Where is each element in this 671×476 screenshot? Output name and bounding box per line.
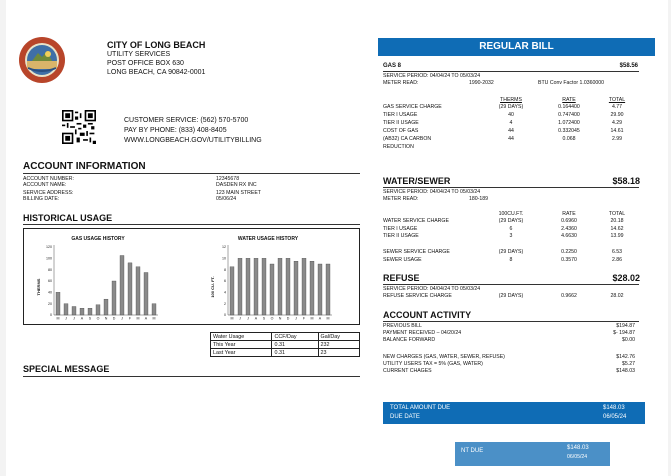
water-bar bbox=[230, 267, 234, 315]
gas-ytick-label: 20 bbox=[48, 301, 52, 306]
activity-row bbox=[383, 368, 639, 375]
line-item bbox=[383, 112, 639, 120]
usage-cell: 23 bbox=[318, 349, 360, 357]
refuse-section-amount: $28.02 bbox=[612, 273, 640, 283]
line-desc: TIER II USAGE bbox=[383, 233, 419, 239]
refuse-service-period: SERVICE PERIOD: 04/04/24 TO 05/03/24 bbox=[383, 286, 481, 292]
usage-cell: Last Year bbox=[211, 349, 272, 357]
gas-bar bbox=[112, 281, 116, 315]
water-bar bbox=[238, 258, 242, 315]
line-total: 13.99 bbox=[610, 233, 624, 239]
activity-row bbox=[383, 330, 639, 337]
usage-cell: 232 bbox=[318, 341, 360, 349]
gas-meter-value: 1990-2032 bbox=[469, 80, 494, 86]
line-total: 2.86 bbox=[611, 256, 623, 263]
line-total: 29.90 bbox=[610, 112, 624, 118]
usage-header-cell: Water Usage bbox=[211, 333, 272, 341]
po-box: POST OFFICE BOX 630 bbox=[107, 60, 184, 67]
water-xtick-label: O bbox=[270, 316, 274, 321]
water-usage-table bbox=[210, 332, 360, 357]
gas-xtick-label: N bbox=[104, 316, 108, 321]
refuse-line bbox=[383, 293, 639, 300]
customer-service-phone[interactable]: CUSTOMER SERVICE: (562) 570-5700 bbox=[124, 117, 249, 124]
water-usage-chart bbox=[202, 231, 358, 323]
line-total: 14.62 bbox=[610, 225, 624, 232]
line-item bbox=[383, 257, 639, 265]
water-ytick-label: 2 bbox=[224, 301, 226, 306]
activity-value: $194.87 bbox=[616, 323, 635, 329]
water-xtick-label: M bbox=[310, 316, 314, 321]
water-ytick-label: 8 bbox=[224, 267, 226, 272]
gas-section-label: GAS 8 bbox=[383, 63, 402, 69]
gas-ytick-label: 0 bbox=[50, 313, 52, 318]
water-bar bbox=[262, 258, 266, 315]
water-bar bbox=[246, 258, 250, 315]
special-message-heading: SPECIAL MESSAGE bbox=[23, 364, 110, 374]
line-item bbox=[383, 136, 639, 144]
bill-page bbox=[6, 0, 668, 476]
line-desc: TIER I USAGE bbox=[383, 112, 418, 118]
activity-desc: PREVIOUS BILL bbox=[383, 323, 422, 329]
line-rate: 0.6960 bbox=[561, 218, 577, 224]
stub-value: $148.03 bbox=[567, 445, 589, 451]
line-item bbox=[383, 144, 639, 152]
payment-stub bbox=[455, 442, 610, 466]
water-xtick-label: A bbox=[318, 316, 322, 321]
gas-xtick-label: F bbox=[128, 316, 132, 321]
billing-date-label: BILLING DATE: bbox=[23, 196, 60, 202]
water-ytick-label: 6 bbox=[224, 279, 226, 284]
usage-table-header bbox=[211, 333, 360, 341]
line-total: 4.29 bbox=[611, 120, 623, 126]
gas-xtick-label: M bbox=[136, 316, 140, 321]
water-meter-value: 180-189 bbox=[469, 196, 489, 202]
account-activity-label: ACCOUNT ACTIVITY bbox=[383, 310, 472, 320]
gas-col-therms: THERMS bbox=[500, 97, 522, 103]
line-desc: COST OF GAS bbox=[383, 128, 419, 134]
activity-row bbox=[383, 337, 639, 344]
activity-value: $- 194.87 bbox=[613, 330, 635, 336]
line-desc: (AB32) CA CARBON bbox=[383, 136, 432, 142]
gas-bar bbox=[88, 308, 92, 315]
line-desc: GAS SERVICE CHARGE bbox=[383, 104, 442, 110]
line-desc: TIER I USAGE bbox=[383, 225, 418, 232]
gas-section-amount: $58.56 bbox=[619, 63, 638, 69]
water-bar bbox=[326, 264, 330, 315]
qr-code-icon[interactable] bbox=[62, 110, 96, 144]
line-item bbox=[383, 104, 639, 112]
usage-cell: 0.31 bbox=[272, 341, 318, 349]
water-xtick-label: F bbox=[302, 316, 306, 321]
water-col-rate: RATE bbox=[562, 211, 576, 217]
line-item bbox=[383, 233, 639, 241]
line-rate: 0.068 bbox=[562, 136, 576, 142]
activity-value: $148.03 bbox=[616, 368, 635, 374]
gas-xtick-label: M bbox=[56, 316, 60, 321]
water-xtick-label: J bbox=[295, 316, 297, 321]
water-ytick-label: 0 bbox=[224, 313, 226, 318]
service-address-value: 123 MAIN STREET bbox=[216, 190, 261, 196]
line-desc: SEWER SERVICE CHARGE bbox=[383, 249, 450, 255]
gas-chart-title: GAS USAGE HISTORY bbox=[71, 236, 125, 242]
water-bar bbox=[278, 258, 282, 315]
gas-ytick-label: 40 bbox=[48, 290, 52, 295]
stub-date: 06/05/24 bbox=[567, 454, 588, 460]
pay-by-phone[interactable]: PAY BY PHONE: (833) 408-8405 bbox=[124, 127, 227, 134]
billing-date-value: 05/06/24 bbox=[216, 196, 237, 202]
gas-col-rate: RATE bbox=[562, 97, 576, 103]
water-ytick-label: 12 bbox=[222, 245, 226, 250]
table-row bbox=[211, 349, 360, 357]
activity-row bbox=[383, 361, 639, 368]
refuse-section-label: REFUSE bbox=[383, 273, 420, 283]
water-section-label: WATER/SEWER bbox=[383, 176, 451, 186]
water-bar bbox=[286, 258, 290, 315]
water-xtick-label: J bbox=[239, 316, 241, 321]
activity-desc: BALANCE FORWARD bbox=[383, 337, 436, 343]
activity-desc: CURRENT CHAGES bbox=[383, 368, 432, 374]
activity-row bbox=[383, 323, 639, 330]
water-bar bbox=[302, 258, 306, 315]
line-qty: (29 DAYS) bbox=[498, 104, 524, 110]
city-state-zip: LONG BEACH, CA 90842-0001 bbox=[107, 69, 206, 76]
activity-row bbox=[383, 354, 639, 361]
usage-charts-box bbox=[23, 228, 360, 325]
activity-value: $0.00 bbox=[622, 337, 635, 343]
line-desc: SEWER USAGE bbox=[383, 256, 422, 263]
gas-xtick-label: A bbox=[144, 316, 148, 321]
water-section-amount: $58.18 bbox=[612, 176, 640, 186]
water-bar bbox=[310, 261, 314, 315]
gas-bar bbox=[64, 304, 68, 315]
table-row bbox=[211, 341, 360, 349]
line-qty: 3 bbox=[509, 233, 513, 239]
water-chart-title: WATER USAGE HISTORY bbox=[237, 236, 299, 242]
line-qty: 44 bbox=[508, 128, 514, 134]
line-item bbox=[383, 128, 639, 136]
water-col-qty: 100CU.FT. bbox=[498, 211, 524, 217]
water-ytick-label: 4 bbox=[224, 290, 226, 295]
gas-ytick-label: 100 bbox=[46, 256, 52, 261]
gas-xtick-label: A bbox=[80, 316, 84, 321]
gas-xtick-label: D bbox=[112, 316, 116, 321]
line-rate: 0.3570 bbox=[561, 256, 577, 263]
gas-col-total: TOTAL bbox=[608, 97, 626, 103]
gas-xtick-label: O bbox=[96, 316, 100, 321]
refuse-line-total: 28.02 bbox=[610, 293, 624, 299]
water-meter-label: METER READ: bbox=[383, 196, 419, 202]
total-due-label: TOTAL AMOUNT DUE bbox=[390, 405, 451, 411]
total-due-box bbox=[383, 402, 645, 424]
gas-bar bbox=[104, 299, 108, 315]
line-total: 2.99 bbox=[611, 136, 623, 142]
water-service-period: SERVICE PERIOD: 04/04/24 TO 05/03/24 bbox=[383, 189, 481, 195]
line-desc: REDUCTION bbox=[383, 144, 414, 150]
refuse-line-rate: 0.9662 bbox=[561, 293, 577, 299]
account-number-value: 12345678 bbox=[216, 176, 240, 182]
gas-chart-ylabel: THERMS bbox=[36, 278, 41, 296]
stub-label: NT DUE bbox=[461, 448, 484, 454]
historical-usage-heading: HISTORICAL USAGE bbox=[23, 213, 113, 223]
gas-xtick-label: J bbox=[121, 316, 123, 321]
water-bar bbox=[254, 258, 258, 315]
activity-desc: UTILITY USERS TAX = 5% (GAS, WATER) bbox=[383, 361, 483, 367]
usage-cell: 0.31 bbox=[272, 349, 318, 357]
line-qty: 8 bbox=[509, 256, 513, 263]
water-xtick-label: J bbox=[247, 316, 249, 321]
gas-usage-chart bbox=[28, 231, 184, 323]
line-qty: 40 bbox=[508, 112, 514, 118]
line-qty: 4 bbox=[509, 120, 513, 126]
activity-value: $142.76 bbox=[616, 354, 635, 360]
gas-bar bbox=[56, 292, 60, 315]
activity-value: $5.27 bbox=[622, 361, 635, 367]
gas-service-period: SERVICE PERIOD: 04/04/24 TO 05/03/24 bbox=[383, 73, 481, 79]
city-name: CITY OF LONG BEACH bbox=[107, 40, 206, 50]
water-xtick-label: M bbox=[326, 316, 330, 321]
line-desc: TIER II USAGE bbox=[383, 120, 419, 126]
gas-bar bbox=[136, 267, 140, 315]
water-chart-ylabel: 100 CU. FT. bbox=[210, 276, 215, 298]
gas-meter-label: METER READ: bbox=[383, 80, 419, 86]
gas-xtick-label: S bbox=[88, 316, 92, 321]
line-rate: 4.6630 bbox=[561, 233, 577, 239]
gas-bar bbox=[128, 263, 132, 315]
website-link[interactable]: WWW.LONGBEACH.GOV/UTILITYBILLING bbox=[124, 137, 262, 144]
usage-cell: This Year bbox=[211, 341, 272, 349]
usage-header-cell: CCF/Day bbox=[272, 333, 318, 341]
gas-ytick-label: 80 bbox=[48, 267, 52, 272]
water-col-total: TOTAL bbox=[608, 211, 626, 217]
gas-bar bbox=[144, 273, 148, 316]
water-xtick-label: A bbox=[254, 316, 258, 321]
total-due-value: $148.03 bbox=[603, 405, 625, 411]
gas-bar bbox=[96, 305, 100, 315]
activity-desc: NEW CHARGES (GAS, WATER, SEWER, REFUSE) bbox=[383, 354, 505, 360]
line-total: 6.53 bbox=[611, 249, 623, 255]
line-qty: (29 DAYS) bbox=[498, 249, 524, 255]
line-rate: 0.164400 bbox=[558, 104, 580, 110]
line-qty: (29 DAYS) bbox=[498, 218, 524, 224]
line-rate: 1.072400 bbox=[558, 120, 580, 126]
line-rate: 2.4360 bbox=[561, 225, 577, 232]
refuse-line-desc: REFUSE SERVICE CHARGE bbox=[383, 293, 452, 299]
line-qty: 44 bbox=[508, 136, 514, 142]
line-total: 14.61 bbox=[610, 128, 624, 134]
line-item bbox=[383, 120, 639, 128]
water-xtick-label: N bbox=[278, 316, 282, 321]
line-item bbox=[383, 226, 639, 234]
due-date-value: 06/05/24 bbox=[603, 414, 627, 420]
regular-bill-banner: REGULAR BILL bbox=[378, 38, 655, 56]
gas-bar bbox=[152, 304, 156, 315]
gas-bar bbox=[72, 307, 76, 316]
water-xtick-label: M bbox=[230, 316, 234, 321]
water-bar bbox=[294, 261, 298, 315]
gas-xtick-label: J bbox=[73, 316, 75, 321]
activity-desc: PAYMENT RECEIVED – 04/20/24 bbox=[383, 330, 462, 336]
line-item bbox=[383, 249, 639, 257]
line-total: 4.77 bbox=[611, 104, 623, 110]
account-info-heading: ACCOUNT INFORMATION bbox=[23, 161, 146, 172]
usage-header-cell: Gal/Day bbox=[318, 333, 360, 341]
line-desc: WATER SERVICE CHARGE bbox=[383, 218, 449, 224]
gas-xtick-label: M bbox=[152, 316, 156, 321]
account-number-label: ACCOUNT NUMBER: bbox=[23, 176, 74, 182]
gas-bar bbox=[80, 308, 84, 315]
gas-ytick-label: 120 bbox=[46, 245, 52, 250]
gas-xtick-label: J bbox=[65, 316, 67, 321]
account-name-label: ACCOUNT NAME: bbox=[23, 182, 67, 188]
line-qty: 6 bbox=[509, 225, 513, 232]
line-item bbox=[383, 218, 639, 226]
water-xtick-label: D bbox=[286, 316, 290, 321]
water-bar bbox=[270, 264, 274, 315]
water-xtick-label: S bbox=[262, 316, 266, 321]
refuse-line-qty: (29 DAYS) bbox=[498, 293, 524, 299]
city-seal-logo bbox=[18, 36, 66, 84]
water-ytick-label: 10 bbox=[222, 256, 226, 261]
line-rate: 0.2250 bbox=[561, 249, 577, 255]
gas-ytick-label: 60 bbox=[48, 279, 52, 284]
account-name-value: DASDEN RX INC bbox=[216, 182, 257, 188]
line-rate: 0.332045 bbox=[558, 128, 580, 134]
line-total: 20.18 bbox=[610, 218, 624, 224]
line-rate: 0.747400 bbox=[558, 112, 580, 118]
service-address-label: SERVICE ADDRESS: bbox=[23, 190, 74, 196]
water-bar bbox=[318, 264, 322, 315]
btu-factor: BTU Conv Factor 1.0360000 bbox=[538, 80, 605, 86]
gas-bar bbox=[120, 256, 124, 316]
department: UTILITY SERVICES bbox=[107, 51, 171, 58]
due-date-label: DUE DATE bbox=[390, 414, 420, 420]
